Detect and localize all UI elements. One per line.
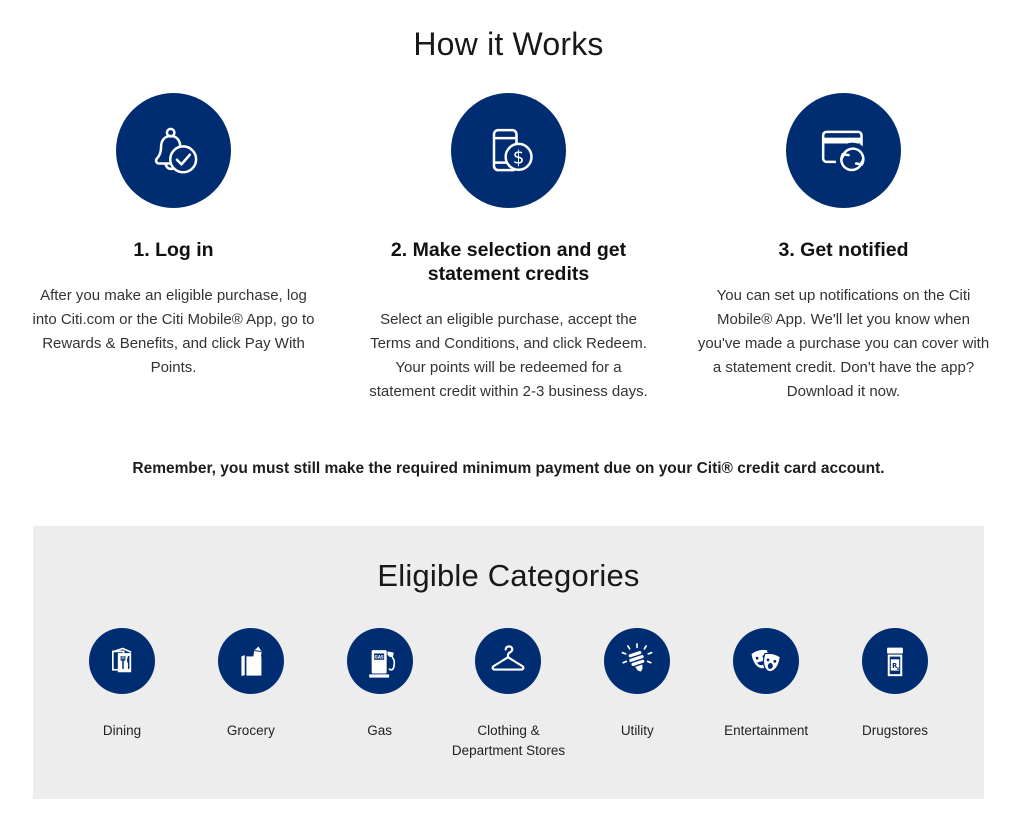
steps-row [0,93,1017,404]
card-sync-icon [786,93,901,208]
step-make-selection [359,93,659,404]
step-description: You can set up notifications on the Citi Mobile® App. We'll let you know when you've made a purchase you can cover with a statement credit. Don't have the app? Download it now. [697,286,990,400]
categories-row [61,628,956,762]
category-clothing [447,628,569,762]
gas-pump-icon [347,628,413,694]
step-title: 1. Log in [133,239,214,261]
category-label: Entertainment [724,722,809,738]
category-label: Clothing & Department Stores [451,722,566,759]
step-title: 2. Make selection and get statement credits [390,239,627,285]
svg-text:x: x [896,665,900,671]
clothing-hanger-icon [475,628,541,694]
grocery-bag-icon [218,628,284,694]
reminder-text: Remember, you must still make the required minimum payment due on your Citi® credit card account. [132,459,885,477]
bell-check-icon [116,93,231,208]
category-utility [576,628,698,741]
eligible-categories-section [33,526,984,800]
categories-title: Eligible Categories [377,557,640,593]
step-description: After you make an eligible purchase, log into Citi.com or the Citi Mobile® App, go to Rewards & Benefits, and click Pay With Points. [32,286,315,376]
category-gas [319,628,441,741]
category-drugstores [834,628,956,741]
category-label: Utility [620,722,654,738]
category-label: Dining [102,722,142,738]
utility-bulb-icon [604,628,670,694]
drugstore-rx-icon [862,628,928,694]
step-description: Select an eligible purchase, accept the Terms and Conditions, and click Redeem. Your points will be redeemed for a statement credit within 2-3 business days. [369,310,648,400]
dining-menu-icon [89,628,155,694]
step-log-in [24,93,324,404]
svg-text:GAS: GAS [374,654,384,660]
svg-text:R: R [892,661,898,670]
category-grocery [190,628,312,741]
category-label: Grocery [226,722,275,738]
category-label: Gas [367,722,393,738]
category-label: Drugstores [861,722,928,738]
category-entertainment [705,628,827,741]
how-it-works-page [0,26,1017,799]
step-title: 3. Get notified [778,239,909,261]
svg-text:$: $ [512,147,524,168]
step-get-notified [694,93,994,404]
page-title: How it Works [413,26,604,62]
phone-dollar-icon [451,93,566,208]
category-dining [61,628,183,741]
entertainment-masks-icon [733,628,799,694]
